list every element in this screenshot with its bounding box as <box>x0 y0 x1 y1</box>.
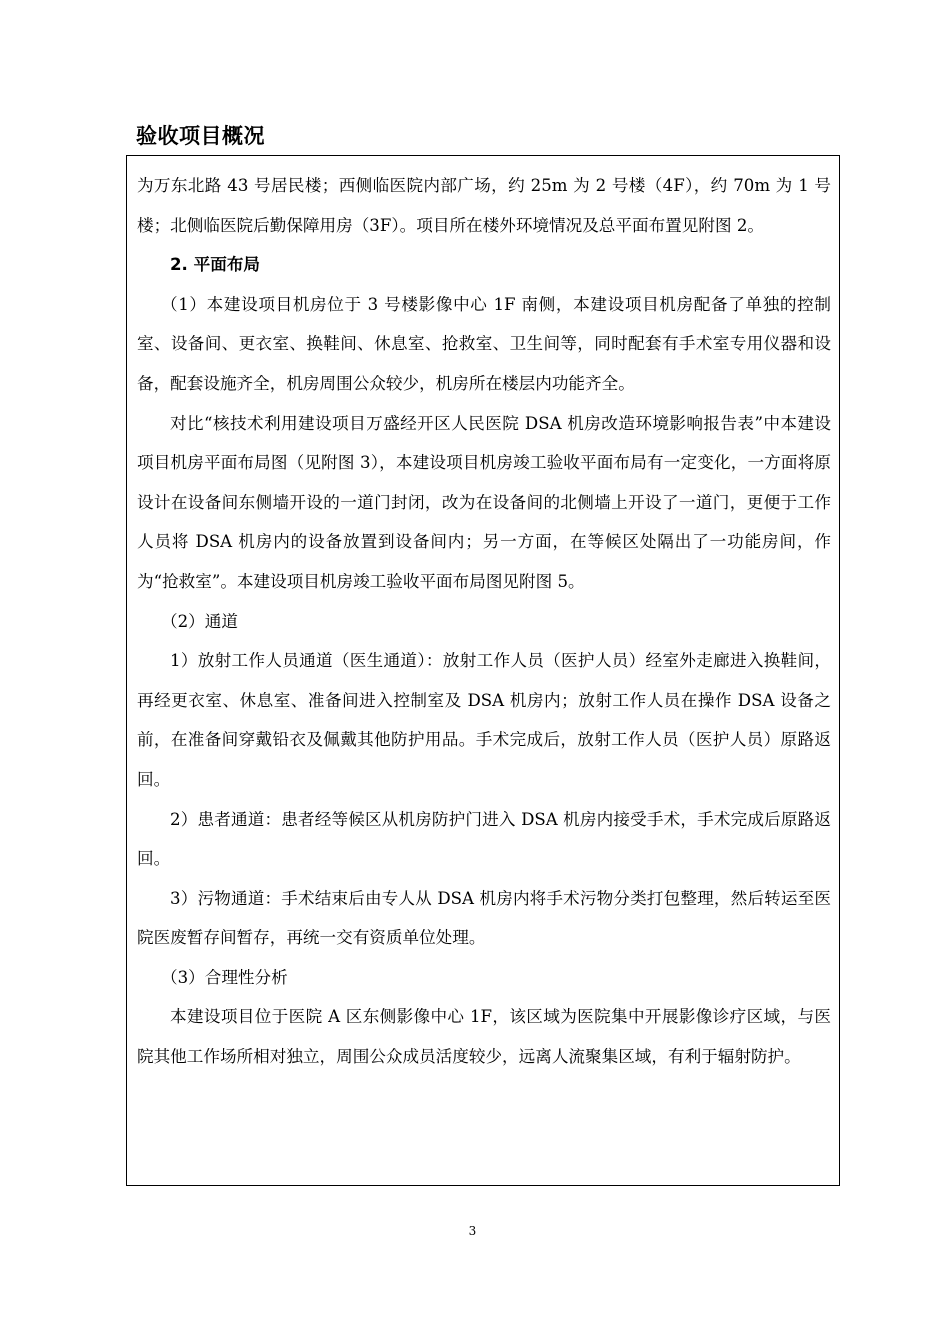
subheading-rationality: （3）合理性分析 <box>161 967 288 987</box>
content-body <box>137 166 831 1077</box>
paragraph-surroundings: 为万东北路 43 号居民楼；西侧临医院内部广场，约 25m 为 2 号楼（4F），约 70m 为 1 号楼；北侧临医院后勤保障用房（3F）。项目所在楼外环境情况及总平面布置见附图 2。 <box>137 176 831 235</box>
paragraph-staff-passage: 1）放射工作人员通道（医生通道）：放射工作人员（医护人员）经室外走廊进入换鞋间，再经更衣室、休息室、准备间进入控制室及 DSA 机房内；放射工作人员在操作 DSA 设备之前，在准备间穿戴铅衣及佩戴其他防护用品。手术完成后，放射工作人员（医护人员）原路返回。 <box>137 651 831 789</box>
page-number: 3 <box>468 1224 477 1238</box>
paragraph-layout-comparison: 对比“核技术利用建设项目万盛经开区人民医院 DSA 机房改造环境影响报告表”中本建设项目机房平面布局图（见附图 3），本建设项目机房竣工验收平面布局有一定变化，一方面将原设计在设备间东侧墙开设的一道门封闭，改为在设备间的北侧墙上开设了一道门，更便于工作人员将 DSA 机房内的设备放置到设备间内；另一方面，在等候区处隔出了一功能房间，作为“抢救室”。本建设项目机房竣工验收平面布局图见附图 5。 <box>137 413 831 591</box>
paragraph-rationality: 本建设项目位于医院 A 区东侧影像中心 1F，该区域为医院集中开展影像诊疗区域，与医院其他工作场所相对独立，周围公众成员活度较少，远离人流聚集区域，有利于辐射防护。 <box>137 1007 831 1067</box>
paragraph-patient-passage: 2）患者通道：患者经等候区从机房防护门进入 DSA 机房内接受手术，手术完成后原路返回。 <box>137 809 831 869</box>
section-title: 验收项目概况 <box>136 124 265 148</box>
subheading-passages: （2）通道 <box>161 611 238 631</box>
paragraph-waste-passage: 3）污物通道：手术结束后由专人从 DSA 机房内将手术污物分类打包整理，然后转运至医院医废暂存间暂存，再统一交有资质单位处理。 <box>137 888 831 948</box>
paragraph-layout-1: （1）本建设项目机房位于 3 号楼影像中心 1F 南侧，本建设项目机房配备了单独的控制室、设备间、更衣室、换鞋间、休息室、抢救室、卫生间等，同时配套有手术室专用仪器和设备，配套设施齐全，机房周围公众较少，机房所在楼层内功能齐全。 <box>137 294 831 393</box>
content-table-cell <box>126 155 840 1186</box>
subheading-floor-layout: 2. 平面布局 <box>170 255 261 275</box>
